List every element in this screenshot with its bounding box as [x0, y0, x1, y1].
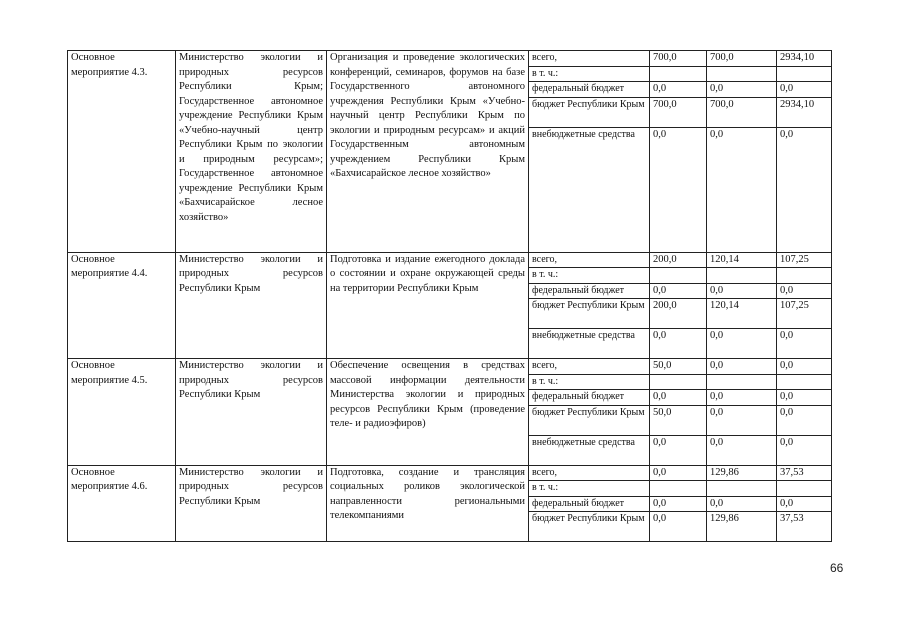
value-cell: 0,0	[650, 496, 707, 512]
value-cell: 0,0	[777, 127, 832, 252]
funding-source-cell: внебюджетные средства	[529, 127, 650, 252]
funding-source-cell: федеральный бюджет	[529, 390, 650, 406]
value-cell: 0,0	[777, 405, 832, 435]
value-cell: 0,0	[777, 359, 832, 375]
value-cell	[650, 66, 707, 82]
funding-source-cell: всего,	[529, 465, 650, 481]
description-cell: Подготовка и издание ежегодного доклада о состоянии и охране окружающей среды на территории Республики Крым	[327, 252, 529, 359]
activity-cell: Основное мероприятие 4.3.	[68, 51, 176, 253]
funding-source-cell: федеральный бюджет	[529, 82, 650, 98]
table-row	[68, 252, 832, 268]
funding-source-cell: внебюджетные средства	[529, 329, 650, 359]
page-number: 66	[830, 561, 844, 575]
value-cell	[707, 268, 777, 284]
funding-source-cell: бюджет Республики Крым	[529, 97, 650, 127]
value-cell: 700,0	[707, 97, 777, 127]
value-cell	[777, 268, 832, 284]
executor-cell: Министерство экологии и природных ресурсов Республики Крым	[176, 252, 327, 359]
value-cell: 0,0	[707, 127, 777, 252]
value-cell: 0,0	[650, 435, 707, 465]
description-cell: Организация и проведение экологических конференций, семинаров, форумов на базе Государственного автономного учреждения Республики Крым «Учебно-научный центр Республики Крым по экологии и природным ресурсам» и акций Государственным автономным учреждением Республики Крым «Бахчисарайское лесное хозяйство»	[327, 51, 529, 253]
table-row	[68, 465, 832, 481]
value-cell: 129,86	[707, 465, 777, 481]
value-cell	[777, 66, 832, 82]
value-cell: 0,0	[707, 283, 777, 299]
value-cell	[707, 481, 777, 497]
value-cell: 0,0	[707, 496, 777, 512]
value-cell: 2934,10	[777, 97, 832, 127]
value-cell: 0,0	[777, 82, 832, 98]
value-cell: 0,0	[777, 283, 832, 299]
value-cell: 0,0	[707, 405, 777, 435]
funding-source-cell: бюджет Республики Крым	[529, 405, 650, 435]
activity-cell: Основное мероприятие 4.6.	[68, 465, 176, 542]
value-cell: 129,86	[707, 512, 777, 542]
value-cell: 0,0	[650, 329, 707, 359]
value-cell: 700,0	[707, 51, 777, 67]
value-cell: 120,14	[707, 299, 777, 329]
funding-source-cell: всего,	[529, 359, 650, 375]
table-body	[68, 51, 832, 542]
funding-source-cell: в т. ч.:	[529, 268, 650, 284]
value-cell: 0,0	[777, 496, 832, 512]
value-cell: 0,0	[707, 435, 777, 465]
value-cell: 0,0	[777, 329, 832, 359]
value-cell: 700,0	[650, 97, 707, 127]
value-cell: 37,53	[777, 465, 832, 481]
value-cell: 0,0	[650, 512, 707, 542]
value-cell: 200,0	[650, 299, 707, 329]
activity-cell: Основное мероприятие 4.5.	[68, 359, 176, 466]
value-cell: 107,25	[777, 299, 832, 329]
funding-source-cell: федеральный бюджет	[529, 283, 650, 299]
value-cell: 0,0	[777, 390, 832, 406]
table-row	[68, 51, 832, 67]
funding-source-cell: в т. ч.:	[529, 374, 650, 390]
value-cell: 0,0	[650, 465, 707, 481]
value-cell	[650, 374, 707, 390]
funding-source-cell: всего,	[529, 51, 650, 67]
executor-cell: Министерство экологии и природных ресурсов Республики Крым; Государственное автономное учреждение Республики Крым «Учебно-научный центр Республики Крым по экологии и природным ресурсам»; Государственное автономное учреждение Республики Крым «Бахчисарайское лесное хозяйство»	[176, 51, 327, 253]
funding-source-cell: внебюджетные средства	[529, 435, 650, 465]
funding-source-cell: бюджет Республики Крым	[529, 299, 650, 329]
value-cell	[777, 374, 832, 390]
value-cell	[777, 481, 832, 497]
funding-source-cell: в т. ч.:	[529, 481, 650, 497]
executor-cell: Министерство экологии и природных ресурсов Республики Крым	[176, 359, 327, 466]
value-cell: 0,0	[650, 283, 707, 299]
value-cell: 0,0	[650, 82, 707, 98]
value-cell: 0,0	[650, 390, 707, 406]
executor-cell: Министерство экологии и природных ресурсов Республики Крым	[176, 465, 327, 542]
description-cell: Подготовка, создание и трансляция социальных роликов экологической направленности региональными телекомпаниями	[327, 465, 529, 542]
value-cell	[707, 374, 777, 390]
value-cell	[707, 66, 777, 82]
value-cell: 50,0	[650, 359, 707, 375]
value-cell: 120,14	[707, 252, 777, 268]
value-cell: 700,0	[650, 51, 707, 67]
funding-source-cell: в т. ч.:	[529, 66, 650, 82]
value-cell	[650, 481, 707, 497]
activity-cell: Основное мероприятие 4.4.	[68, 252, 176, 359]
value-cell: 0,0	[707, 390, 777, 406]
value-cell	[650, 268, 707, 284]
value-cell: 200,0	[650, 252, 707, 268]
value-cell: 2934,10	[777, 51, 832, 67]
funding-source-cell: бюджет Республики Крым	[529, 512, 650, 542]
value-cell: 107,25	[777, 252, 832, 268]
value-cell: 0,0	[650, 127, 707, 252]
funding-source-cell: всего,	[529, 252, 650, 268]
budget-table	[67, 50, 832, 542]
value-cell: 0,0	[777, 435, 832, 465]
value-cell: 50,0	[650, 405, 707, 435]
funding-source-cell: федеральный бюджет	[529, 496, 650, 512]
value-cell: 0,0	[707, 82, 777, 98]
value-cell: 37,53	[777, 512, 832, 542]
table-row	[68, 359, 832, 375]
value-cell: 0,0	[707, 329, 777, 359]
value-cell: 0,0	[707, 359, 777, 375]
description-cell: Обеспечение освещения в средствах массовой информации деятельности Министерства экологии и природных ресурсов Республики Крым (проведение теле- и радиоэфиров)	[327, 359, 529, 466]
